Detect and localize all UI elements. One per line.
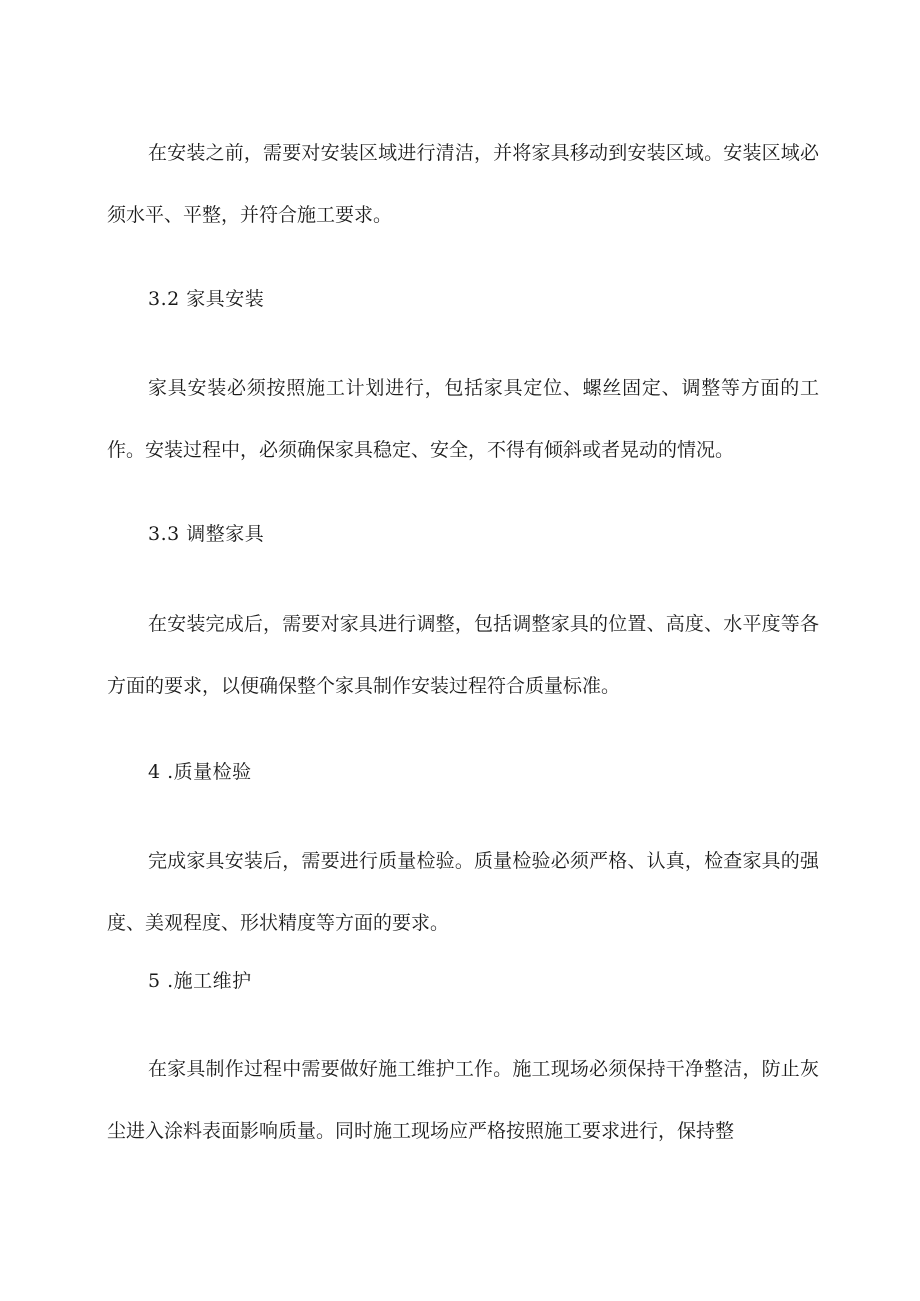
paragraph-adjust-furniture: 在安装完成后，需要对家具进行调整，包括调整家具的位置、高度、水平度等各方面的要求，以便确保整个家具制作安装过程符合质量标准。 (107, 613, 819, 697)
paragraph-quality-inspection: 完成家具安装后，需要进行质量检验。质量检验必须严格、认真，检查家具的强度、美观程度、形状精度等方面的要求。 (107, 850, 819, 934)
paragraph-furniture-installation: 家具安装必须按照施工计划进行，包括家具定位、螺丝固定、调整等方面的工作。安装过程中，必须确保家具稳定、安全，不得有倾斜或者晃动的情况。 (107, 377, 819, 461)
paragraph-installation-prep: 在安装之前，需要对安装区域进行清洁，并将家具移动到安装区域。安装区域必须水平、平整，并符合施工要求。 (107, 142, 819, 226)
heading-4-quality-inspection: 4 .质量检验 (148, 761, 252, 783)
heading-3-2-furniture-installation: 3.2 家具安装 (148, 288, 265, 310)
heading-3-3-adjust-furniture: 3.3 调整家具 (148, 523, 265, 545)
heading-5-construction-maintenance: 5 .施工维护 (148, 970, 252, 992)
paragraph-construction-maintenance: 在家具制作过程中需要做好施工维护工作。施工现场必须保持干净整洁，防止灰尘进入涂料表面影响质量。同时施工现场应严格按照施工要求进行，保持整 (107, 1058, 819, 1142)
